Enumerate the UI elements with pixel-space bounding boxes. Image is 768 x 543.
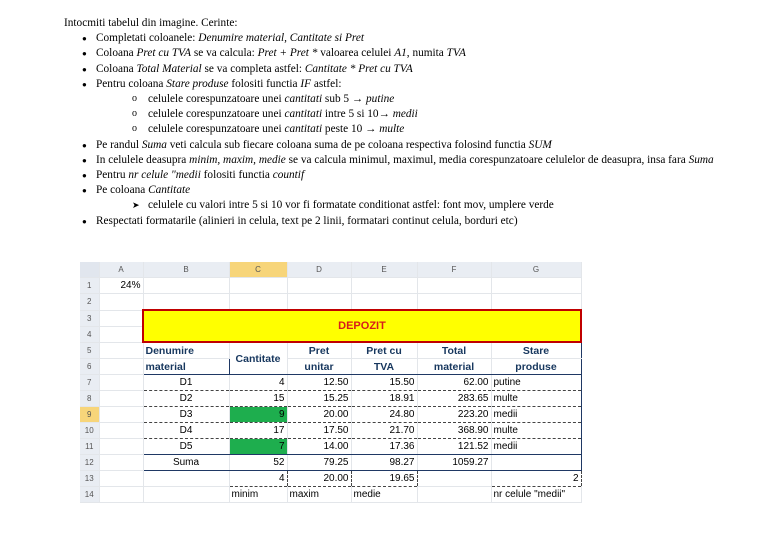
- column-header-row: [80, 262, 581, 278]
- cell-state[interactable]: multe: [491, 391, 581, 407]
- cell-maxim-value[interactable]: 20.00: [287, 471, 351, 487]
- column-header-a[interactable]: A: [99, 262, 143, 278]
- requirement-item: [82, 183, 754, 213]
- cell-suma-vat[interactable]: 98.27: [351, 455, 417, 471]
- cell-vat[interactable]: 24.80: [351, 407, 417, 423]
- row-header-9[interactable]: 9: [80, 407, 99, 423]
- text-italic: countif: [272, 169, 305, 182]
- cell-price[interactable]: 12.50: [287, 375, 351, 391]
- stats-row: [80, 471, 581, 487]
- column-header-f[interactable]: F: [417, 262, 491, 278]
- row-header-8[interactable]: 8: [80, 391, 99, 407]
- header-tva[interactable]: TVA: [351, 359, 417, 375]
- cell-vat[interactable]: 21.70: [351, 423, 417, 439]
- text: astfel:: [311, 77, 342, 90]
- cell-name[interactable]: D2: [143, 391, 229, 407]
- cell[interactable]: [143, 294, 229, 311]
- requirement-item: [82, 138, 754, 153]
- cell-qty[interactable]: 4: [229, 375, 287, 391]
- text-italic: minim, maxim, medie: [189, 153, 286, 166]
- text: se va completa astfel:: [201, 62, 305, 75]
- cell-total[interactable]: 121.52: [417, 439, 491, 455]
- cell-vat[interactable]: 17.36: [351, 439, 417, 455]
- text-italic: cantitati: [284, 123, 323, 136]
- row-header-11[interactable]: 11: [80, 439, 99, 455]
- column-header-e[interactable]: E: [351, 262, 417, 278]
- text-italic: cantitati: [284, 93, 323, 106]
- requirement-item: [82, 77, 754, 138]
- cell-name[interactable]: D3: [143, 407, 229, 423]
- cell-a1-tva[interactable]: 24%: [99, 278, 143, 294]
- sub-item: [132, 92, 754, 107]
- cell-total[interactable]: 283.65: [417, 391, 491, 407]
- text-italic: Denumire material, Cantitate si Pret: [198, 32, 365, 45]
- text: veti calcula sub fiecare coloana suma de pe coloana respectiva folosind functia: [166, 138, 529, 151]
- row-header-6[interactable]: 6: [80, 359, 99, 375]
- text-italic: Suma: [688, 153, 714, 166]
- cell[interactable]: [417, 294, 491, 311]
- cell[interactable]: [351, 294, 417, 311]
- cell[interactable]: [287, 278, 351, 294]
- cell-state[interactable]: medii: [491, 407, 581, 423]
- cell[interactable]: [99, 407, 143, 423]
- requirement-item: [82, 168, 754, 183]
- cell-qty[interactable]: 15: [229, 391, 287, 407]
- text: Coloana: [96, 47, 137, 60]
- text: Pe coloana: [96, 184, 149, 197]
- text-italic: putine: [366, 93, 395, 106]
- cell-price[interactable]: 20.00: [287, 407, 351, 423]
- cell-price[interactable]: 15.25: [287, 391, 351, 407]
- text: Completati coloanele:: [96, 32, 199, 45]
- requirements-list: [64, 31, 754, 229]
- cell-price[interactable]: 14.00: [287, 439, 351, 455]
- cell-total[interactable]: 62.00: [417, 375, 491, 391]
- select-all-corner[interactable]: [80, 262, 99, 278]
- sub-item: [132, 107, 754, 122]
- row-header-5[interactable]: 5: [80, 342, 99, 359]
- column-header-c[interactable]: C: [229, 262, 287, 278]
- requirement-item: [82, 46, 754, 61]
- requirement-item: [82, 62, 754, 77]
- cell[interactable]: [99, 487, 143, 503]
- text: valoarea celulei: [320, 47, 395, 60]
- sub-list: [96, 92, 754, 138]
- cell-suma-total[interactable]: 1059.27: [417, 455, 491, 471]
- cell[interactable]: [417, 487, 491, 503]
- doc-title: Intocmiti tabelul din imagine. Cerinte:: [64, 17, 238, 29]
- cell-suma-qty[interactable]: 52: [229, 455, 287, 471]
- header-total[interactable]: Total: [417, 342, 491, 359]
- cell[interactable]: [143, 487, 229, 503]
- text: Pentru coloana: [96, 77, 167, 90]
- cell[interactable]: [99, 359, 143, 375]
- text-italic: nr celule "medii: [128, 169, 201, 182]
- cell-qty-highlighted[interactable]: 9: [229, 407, 287, 423]
- requirement-item: ● Respectati formatarile (alinieri in celula, text pe 2 linii, formatari continut celula, borduri etc): [82, 214, 754, 229]
- cell[interactable]: [417, 278, 491, 294]
- cell-medie-value[interactable]: 19.65: [351, 471, 417, 487]
- header-stare[interactable]: Stare: [491, 342, 581, 359]
- header-denumire[interactable]: Denumire: [143, 342, 229, 359]
- cell[interactable]: [143, 471, 229, 487]
- header-produse[interactable]: produse: [491, 359, 581, 375]
- cell-count-value[interactable]: 2: [491, 471, 581, 487]
- text: , numita: [406, 47, 447, 60]
- depozit-title-cell[interactable]: DEPOZIT: [143, 310, 581, 342]
- text-italic: SUM: [528, 138, 552, 151]
- row-header-7[interactable]: 7: [80, 375, 99, 391]
- text: intre 5 si 10→: [322, 108, 393, 121]
- labels-row: [80, 487, 581, 503]
- cell[interactable]: [99, 326, 143, 342]
- column-header-d[interactable]: D: [287, 262, 351, 278]
- table-row: [80, 407, 581, 423]
- cell[interactable]: [99, 342, 143, 359]
- cell[interactable]: [99, 455, 143, 471]
- arrow-item: ➤ celulele cu valori intre 5 si 10 vor fi formatate conditionat astfel: font mov, umplere verde: [132, 198, 754, 213]
- cell-vat[interactable]: 15.50: [351, 375, 417, 391]
- cell-count-label[interactable]: nr celule "medii": [491, 487, 581, 503]
- header-material[interactable]: material: [143, 359, 229, 375]
- text-italic: Cantitate * Pret cu TVA: [304, 62, 413, 75]
- cell-minim-value[interactable]: 4: [229, 471, 287, 487]
- cell[interactable]: [99, 439, 143, 455]
- header-pret-cu[interactable]: Pret cu: [351, 342, 417, 359]
- spreadsheet-grid: [80, 262, 582, 503]
- cell[interactable]: [99, 423, 143, 439]
- row-header-13[interactable]: 13: [80, 471, 99, 487]
- text: Pe randul: [96, 138, 142, 151]
- text: celulele corespunzatoare unei: [148, 123, 285, 136]
- text-italic: Pret cu TVA: [136, 47, 192, 60]
- row-header-12[interactable]: 12: [80, 455, 99, 471]
- text: folositi functia: [200, 169, 273, 182]
- text: Coloana: [96, 62, 137, 75]
- header-cantitate[interactable]: Cantitate: [229, 342, 287, 375]
- text-italic: medii: [392, 108, 418, 121]
- cell-total[interactable]: 223.20: [417, 407, 491, 423]
- text: In celulele deasupra: [96, 153, 190, 166]
- text-italic: Total Material: [136, 62, 202, 75]
- cell[interactable]: [287, 294, 351, 311]
- cell[interactable]: [417, 471, 491, 487]
- cell-vat[interactable]: 18.91: [351, 391, 417, 407]
- cell[interactable]: [99, 391, 143, 407]
- text-italic: TVA: [446, 47, 466, 60]
- row-header-1[interactable]: 1: [80, 278, 99, 294]
- cell-qty[interactable]: 17: [229, 423, 287, 439]
- cell[interactable]: [351, 278, 417, 294]
- row-header-3[interactable]: 3: [80, 310, 99, 326]
- text-italic: Cantitate: [148, 184, 191, 197]
- cell-minim-label[interactable]: minim: [229, 487, 287, 503]
- cell-name[interactable]: D5: [143, 439, 229, 455]
- row-header-2[interactable]: 2: [80, 294, 99, 311]
- row-header-14[interactable]: 14: [80, 487, 99, 503]
- table-row: [80, 375, 581, 391]
- table-row: [80, 439, 581, 455]
- cell-price[interactable]: 17.50: [287, 423, 351, 439]
- text: sub 5 →: [322, 93, 367, 106]
- table-row: [80, 423, 581, 439]
- header-pret[interactable]: Pret: [287, 342, 351, 359]
- text: celulele corespunzatoare unei: [148, 108, 285, 121]
- header-unitar[interactable]: unitar: [287, 359, 351, 375]
- text-italic: Suma: [141, 138, 167, 151]
- text: celulele corespunzatoare unei: [148, 93, 285, 106]
- table-row: [80, 391, 581, 407]
- cell[interactable]: [143, 278, 229, 294]
- cell[interactable]: [229, 278, 287, 294]
- text: se va calcula:: [191, 47, 258, 60]
- arrow-list: [96, 198, 754, 213]
- sum-row: [80, 455, 581, 471]
- column-header-b[interactable]: B: [143, 262, 229, 278]
- cell-name[interactable]: D4: [143, 423, 229, 439]
- cell-total[interactable]: 368.90: [417, 423, 491, 439]
- cell[interactable]: [99, 294, 143, 311]
- cell-state[interactable]: multe: [491, 423, 581, 439]
- instructions-document: [64, 16, 754, 229]
- text: Pentru: [96, 169, 129, 182]
- sub-item: [132, 122, 754, 137]
- cell-name[interactable]: D1: [143, 375, 229, 391]
- text-italic: cantitati: [284, 108, 323, 121]
- row-header-4[interactable]: 4: [80, 326, 99, 342]
- cell-qty-highlighted[interactable]: 7: [229, 439, 287, 455]
- cell[interactable]: [99, 375, 143, 391]
- cell[interactable]: [491, 278, 581, 294]
- column-header-g[interactable]: G: [491, 262, 581, 278]
- text-italic: multe: [379, 123, 405, 136]
- requirement-item: [82, 31, 754, 46]
- row-header-10[interactable]: 10: [80, 423, 99, 439]
- cell[interactable]: [491, 294, 581, 311]
- text-italic: IF: [300, 77, 312, 90]
- text-italic: A1: [394, 47, 407, 60]
- cell[interactable]: [229, 294, 287, 311]
- cell[interactable]: [491, 455, 581, 471]
- cell-maxim-label[interactable]: maxim: [287, 487, 351, 503]
- cell-suma-label[interactable]: Suma: [143, 455, 229, 471]
- cell[interactable]: [99, 471, 143, 487]
- cell-medie-label[interactable]: medie: [351, 487, 417, 503]
- text-italic: Stare produse: [166, 77, 229, 90]
- cell-suma-price[interactable]: 79.25: [287, 455, 351, 471]
- cell[interactable]: [99, 310, 143, 326]
- text: folositi functia: [228, 77, 301, 90]
- cell-state[interactable]: medii: [491, 439, 581, 455]
- text: peste 10 →: [322, 123, 380, 136]
- spreadsheet-screenshot: [80, 262, 582, 503]
- cell-state[interactable]: putine: [491, 375, 581, 391]
- text: se va calcula minimul, maximul, media corespunzatoare celulelor de deasupra, insa fara: [285, 153, 689, 166]
- header-material-total[interactable]: material: [417, 359, 491, 375]
- text-italic: Pret + Pret *: [257, 47, 321, 60]
- requirement-item: [82, 153, 754, 168]
